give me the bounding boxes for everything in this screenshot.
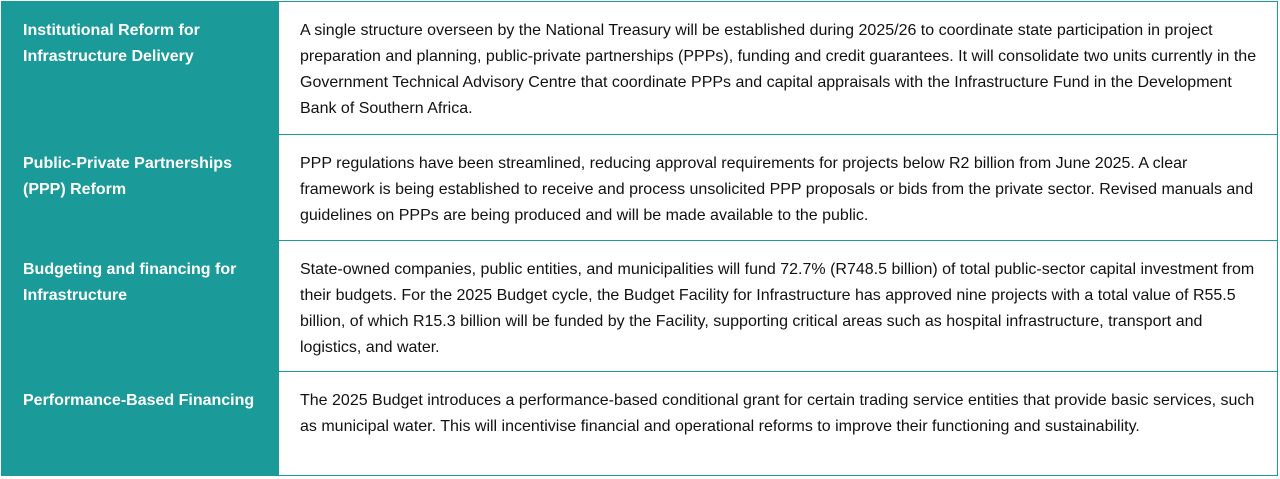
row-label: Budgeting and financing for Infrastructure <box>2 241 278 371</box>
reform-table <box>1 1 1278 476</box>
table-row <box>2 371 1277 475</box>
table-row <box>2 134 1277 240</box>
table-row <box>2 2 1277 134</box>
row-label: Public-Private Partnerships (PPP) Reform <box>2 135 278 240</box>
row-label: Institutional Reform for Infrastructure Delivery <box>2 2 278 134</box>
row-description: PPP regulations have been streamlined, reducing approval requirements for projects below R2 billion from June 2025. A clear framework is being established to receive and process unsolicited PPP proposals or bids from the private sector. Revised manuals and guidelines on PPPs are being produced and will be made available to the public. <box>278 135 1277 240</box>
table-row <box>2 240 1277 371</box>
row-description: A single structure overseen by the National Treasury will be established during 2025/26 to coordinate state participation in project preparation and planning, public-private partnerships (PPPs), funding and credit guarantees. It will consolidate two units currently in the Government Technical Advisory Centre that coordinate PPPs and capital appraisals with the Infrastructure Fund in the Development Bank of Southern Africa. <box>278 2 1277 134</box>
row-description: State-owned companies, public entities, and municipalities will fund 72.7% (R748.5 billion) of total public-sector capital investment from their budgets. For the 2025 Budget cycle, the Budget Facility for Infrastructure has approved nine projects with a total value of R55.5 billion, of which R15.3 billion will be funded by the Facility, supporting critical areas such as hospital infrastructure, transport and logistics, and water. <box>278 241 1277 371</box>
row-description: The 2025 Budget introduces a performance-based conditional grant for certain trading service entities that provide basic services, such as municipal water. This will incentivise financial and operational reforms to improve their functioning and sustainability. <box>278 372 1277 475</box>
row-label: Performance-Based Financing <box>2 372 278 475</box>
